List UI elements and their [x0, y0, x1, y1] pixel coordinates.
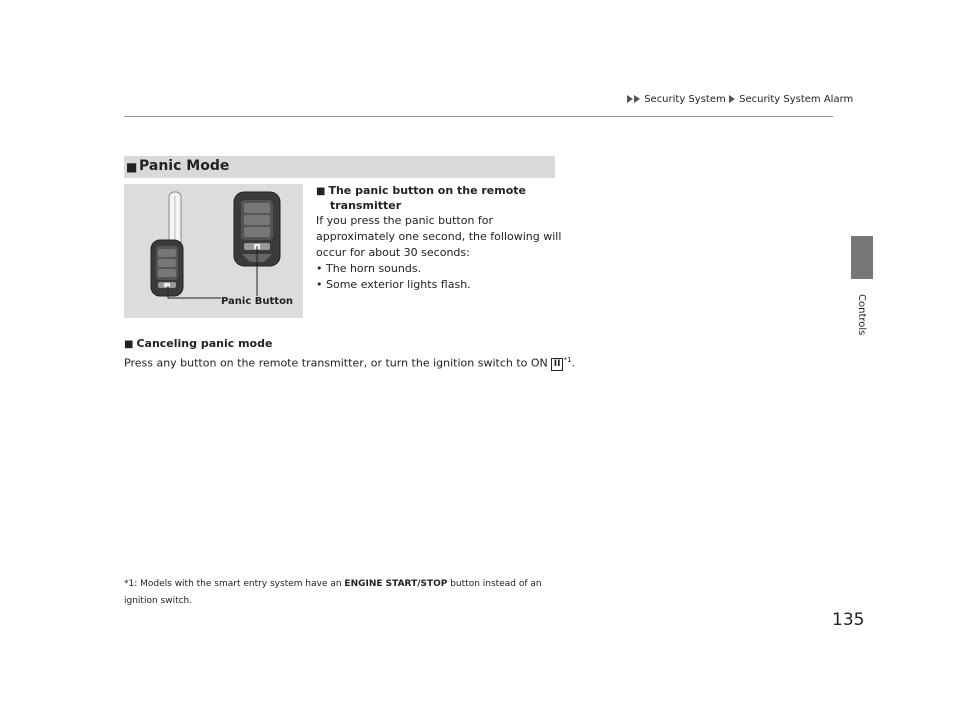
bullet-text: Some exterior lights flash. — [326, 278, 471, 291]
panic-body-line: approximately one second, the following will — [316, 230, 562, 243]
panic-body-line: If you press the panic button for — [316, 214, 494, 227]
panic-body-line: occur for about 30 seconds: — [316, 246, 470, 259]
section-heading-bar — [124, 156, 555, 178]
canceling-text-body: Press any button on the remote transmitter, or turn the ignition switch to ON — [124, 356, 548, 370]
section-marker: ■ — [126, 160, 138, 174]
canceling-text-end: . — [571, 356, 575, 370]
bullet-text: The horn sounds. — [326, 262, 422, 275]
footnote — [124, 576, 542, 593]
panic-button-heading-line1: The panic button on the remote — [328, 184, 526, 197]
footnote-suffix: button instead of an — [447, 579, 542, 589]
panic-button-callout: Panic Button — [221, 296, 294, 307]
bullet-icon: • — [316, 278, 323, 291]
panic-button-heading-line2: transmitter — [330, 199, 402, 212]
ignition-position-badge: II — [551, 358, 564, 371]
breadcrumb-item[interactable]: Security System Alarm — [739, 94, 854, 105]
section-title: Panic Mode — [139, 158, 230, 174]
footnote-bold: ENGINE START/STOP — [344, 579, 448, 589]
bullet-icon: • — [316, 262, 323, 275]
section-marker: ■ — [124, 339, 134, 350]
chapter-label: Controls — [856, 294, 867, 336]
chapter-tab — [851, 236, 873, 279]
triangle-right-icon — [729, 95, 735, 103]
triangle-right-icon — [634, 95, 640, 103]
canceling-heading-text: Canceling panic mode — [136, 337, 273, 350]
page-number: 135 — [832, 610, 865, 630]
canceling-heading — [124, 336, 272, 352]
footnote-prefix: *1: Models with the smart entry system have an — [124, 579, 345, 589]
panic-button-heading — [316, 183, 526, 199]
triangle-right-icon — [627, 95, 633, 103]
list-item — [316, 261, 421, 277]
left-key-remote — [151, 192, 183, 296]
breadcrumb-item[interactable]: Security System — [644, 94, 726, 105]
breadcrumb — [627, 94, 853, 105]
canceling-text — [124, 352, 575, 372]
footnote-line2: ignition switch. — [124, 596, 193, 606]
list-item — [316, 277, 471, 293]
header-rule — [124, 116, 833, 117]
section-marker: ■ — [316, 186, 326, 197]
footnote-ref[interactable]: *1 — [563, 356, 572, 364]
